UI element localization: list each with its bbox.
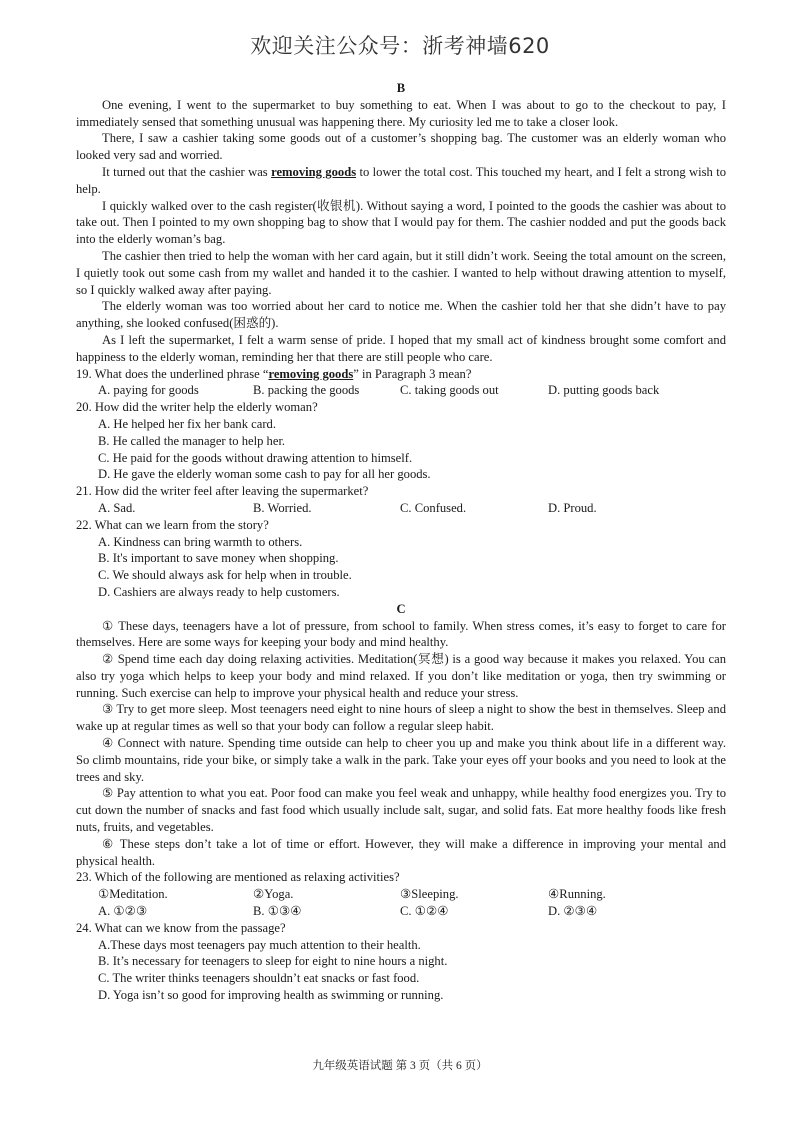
option-c: C. Confused. xyxy=(400,500,467,515)
option-c: C. He paid for the goods without drawing attention to himself. xyxy=(98,450,413,465)
item-3: ③Sleeping. xyxy=(400,887,459,902)
item-2: ②Yoga. xyxy=(253,887,294,902)
question-19-stem: 19. What does the underlined phrase “removing goods” in Paragraph 3 mean? xyxy=(76,366,472,381)
question-22-stem: 22. What can we learn from the story? xyxy=(76,517,269,532)
passage-c-paragraph-1: ① These days, teenagers have a lot of pressure, from school to family. When stress comes, it’s easy to forget to care for themselves. Here are some ways for keeping your body and mind healthy. xyxy=(76,618,726,650)
passage-b-paragraph-3: It turned out that the cashier was removing goods to lower the total cost. This touched my heart, and I felt a strong wish to help. xyxy=(76,164,727,196)
watermark-banner: 欢迎关注公众号：浙考神墙620 xyxy=(250,34,550,58)
item-1: ①Meditation. xyxy=(98,887,168,902)
option-a: A. He helped her fix her bank card. xyxy=(98,416,276,431)
option-d: D. Yoga isn’t so good for improving health as swimming or running. xyxy=(98,988,444,1003)
passage-b-paragraph-1: One evening, I went to the supermarket to buy something to eat. When I was about to go to the checkout to pay, I immediately sensed that something unusual was happening there. My curiosity led me to take a closer look. xyxy=(76,97,726,129)
option-b: B. It’s necessary for teenagers to sleep for eight to nine hours a night. xyxy=(98,954,448,969)
underlined-phrase: removing goods xyxy=(271,164,357,179)
question-21-options xyxy=(76,500,726,517)
option-d: D. Cashiers are always ready to help customers. xyxy=(98,584,340,599)
passage-c-paragraph-4: ④ Connect with nature. Spending time outside can help to cheer you up and make you think about life in a different way. So climb mountains, ride your bike, or simply take a walk in the park. Take your eyes off your books and you need to look at the trees and sky. xyxy=(76,736,726,784)
passage-c-paragraph-6: ⑥ These steps don’t take a lot of time or effort. However, they will make a difference in improving your mental and physical health. xyxy=(76,836,726,868)
option-b: B. It's important to save money when shopping. xyxy=(98,551,339,566)
passage-c-paragraph-5: ⑤ Pay attention to what you eat. Poor food can make you feel weak and unhappy, while healthy food energizes you. Try to cut down the number of snacks and fast food which usually include salt, sugar, and solid fats. Eat more healthy foods like fresh nuts, fruits, and vegetables. xyxy=(76,786,726,835)
option-d: D. He gave the elderly woman some cash to pay for all her goods. xyxy=(98,467,431,482)
passage-c-paragraph-3: ③ Try to get more sleep. Most teenagers need eight to nine hours of sleep a night to show the best in themselves. Sleep and wake up at regular times as well so that your body can follow a regular sleep habit. xyxy=(76,702,726,734)
passage-b-paragraph-5: The cashier then tried to help the woman with her card again, but it still didn’t work. Seeing the total amount on the screen, I quietly took out some cash from my wallet and handed it to the cashier. I wanted to help without drawing attention to myself, so I quickly walked away after paying. xyxy=(76,248,726,297)
option-b: B. He called the manager to help her. xyxy=(98,433,286,448)
question-24-stem: 24. What can we know from the passage? xyxy=(76,920,286,935)
option-c: C. ①②④ xyxy=(400,904,449,919)
option-d: D. Proud. xyxy=(548,500,597,515)
question-23-items xyxy=(76,886,726,903)
section-b-heading: B xyxy=(396,81,406,95)
option-a: A. ①②③ xyxy=(98,904,148,919)
option-b: B. packing the goods xyxy=(253,383,360,398)
option-c: C. The writer thinks teenagers shouldn’t eat snacks or fast food. xyxy=(98,971,420,986)
passage-b-paragraph-6: The elderly woman was too worried about her card to notice me. When the cashier told her that she didn’t have to pay anything, she looked confused(困惑的). xyxy=(76,299,726,331)
passage-b-paragraph-4: I quickly walked over to the cash register(收银机). Without saying a word, I pointed to the goods the cashier was about to take out. Then I pointed to my own shopping bag to show that I would pay for them. The cashier nodded and put the goods back into the elderly woman’s bag. xyxy=(76,198,726,247)
question-23-stem: 23. Which of the following are mentioned as relaxing activities? xyxy=(76,870,400,885)
page-footer: 九年级英语试题 第 3 页（共 6 页） xyxy=(312,1060,488,1072)
option-d: D. ②③④ xyxy=(548,904,598,919)
option-d: D. putting goods back xyxy=(548,383,660,398)
question-20-stem: 20. How did the writer help the elderly woman? xyxy=(76,400,318,415)
passage-c-paragraph-2: ② Spend time each day doing relaxing activities. Meditation(冥想) is a good way because it makes you relaxed. You can also try yoga which helps to keep your body and mind relaxed. If you don’t like meditation or yoga, then try swimming or running. Such exercise can help to improve your physical health and reduce your stress. xyxy=(76,652,726,700)
question-19-options xyxy=(76,382,726,399)
underlined-phrase-quote: removing goods xyxy=(268,366,354,381)
option-b: B. Worried. xyxy=(253,500,312,515)
option-b: B. ①③④ xyxy=(253,904,302,919)
exam-page-content xyxy=(76,80,726,1004)
question-23-options xyxy=(76,903,726,920)
item-4: ④Running. xyxy=(548,887,606,902)
passage-b-paragraph-2: There, I saw a cashier taking some goods out of a customer’s shopping bag. The customer was an elderly woman who looked very sad and worried. xyxy=(76,131,726,163)
passage-b-paragraph-7: As I left the supermarket, I felt a warm sense of pride. I hoped that my small act of kindness brought some comfort and happiness to the elderly woman, reminding her that there are still people who care. xyxy=(76,332,726,364)
section-c-heading: C xyxy=(396,601,406,616)
option-a: A. paying for goods xyxy=(98,383,199,398)
option-c: C. We should always ask for help when in trouble. xyxy=(98,568,352,583)
option-a: A. Sad. xyxy=(98,500,136,515)
option-a: A.These days most teenagers pay much attention to their health. xyxy=(98,937,421,952)
option-a: A. Kindness can bring warmth to others. xyxy=(98,534,303,549)
question-21-stem: 21. How did the writer feel after leaving the supermarket? xyxy=(76,484,369,499)
option-c: C. taking goods out xyxy=(400,383,499,398)
